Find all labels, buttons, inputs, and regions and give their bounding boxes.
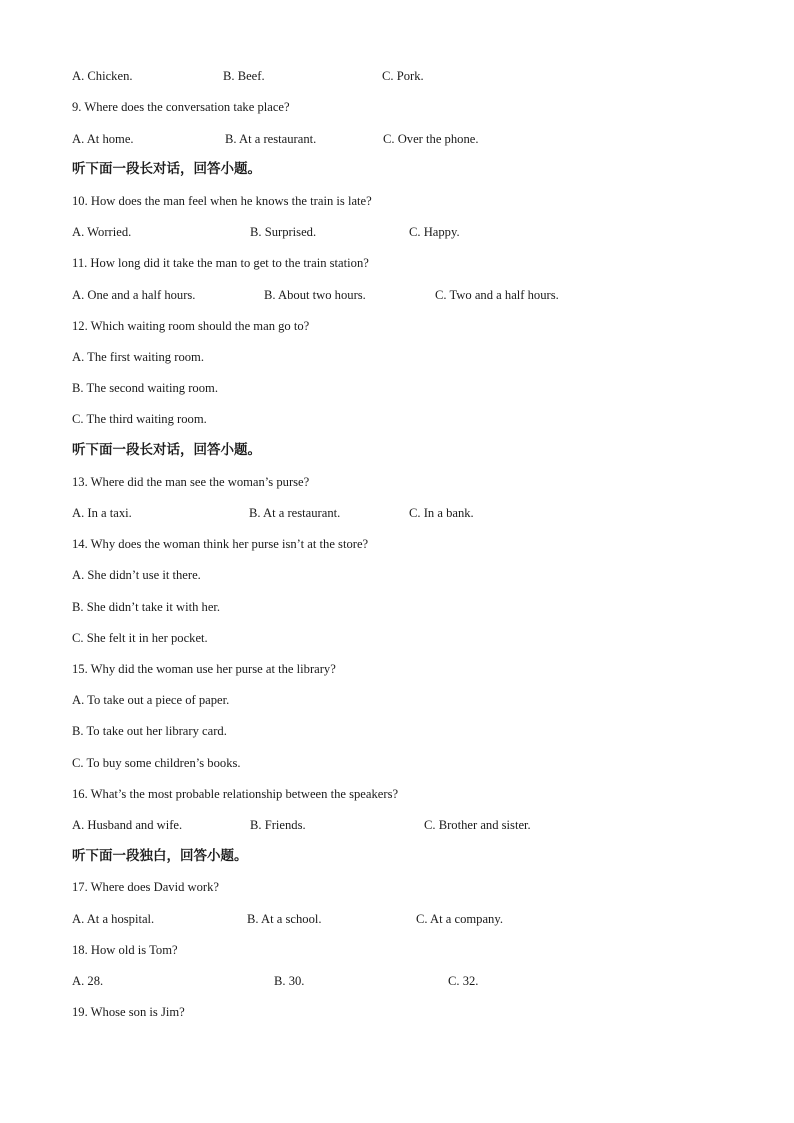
option-b: B. At a school. [247,912,322,926]
option-a: A. The first waiting room. [72,350,204,364]
option-b: B. Beef. [223,69,265,83]
option-b: B. Friends. [250,818,306,832]
option-c: C. In a bank. [409,506,474,520]
option-c: C. At a company. [416,912,503,926]
question-10: 10. How does the man feel when he knows the train is late? [72,194,372,208]
question-15: 15. Why did the woman use her purse at the library? [72,662,336,676]
option-b: B. About two hours. [264,288,366,302]
question-18: 18. How old is Tom? [72,943,178,957]
option-a: A. To take out a piece of paper. [72,693,230,707]
option-c: C. The third waiting room. [72,412,207,426]
option-b: B. Surprised. [250,225,317,239]
question-17: 17. Where does David work? [72,880,219,894]
option-c: C. To buy some children’s books. [72,756,241,770]
question-11: 11. How long did it take the man to get to the train station? [72,256,369,270]
section-heading: 听下面一段长对话，回答小题。 [72,442,261,458]
question-14: 14. Why does the woman think her purse isn’t at the store? [72,537,369,551]
question-13: 13. Where did the man see the woman’s purse? [72,475,310,489]
option-c: C. She felt it in her pocket. [72,631,208,645]
option-b: B. At a restaurant. [225,132,317,146]
option-b: B. 30. [274,974,305,988]
option-a: A. She didn’t use it there. [72,568,201,582]
option-b: B. To take out her library card. [72,724,227,738]
option-a: A. Husband and wife. [72,818,183,832]
section-heading: 听下面一段长对话，回答小题。 [72,161,261,177]
option-a: A. Chicken. [72,69,133,83]
question-9: 9. Where does the conversation take place? [72,100,290,114]
option-a: A. 28. [72,974,104,988]
option-c: C. 32. [448,974,479,988]
option-a: A. One and a half hours. [72,288,196,302]
option-c: C. Brother and sister. [424,818,531,832]
option-b: B. At a restaurant. [249,506,341,520]
option-a: A. In a taxi. [72,506,132,520]
question-19: 19. Whose son is Jim? [72,1005,185,1019]
option-c: C. Pork. [382,69,424,83]
option-c: C. Two and a half hours. [435,288,559,302]
question-16: 16. What’s the most probable relationship between the speakers? [72,787,399,801]
option-c: C. Happy. [409,225,460,239]
section-heading: 听下面一段独白，回答小题。 [72,848,248,864]
option-a: A. At home. [72,132,134,146]
option-a: A. Worried. [72,225,132,239]
question-12: 12. Which waiting room should the man go to? [72,319,310,333]
option-a: A. At a hospital. [72,912,155,926]
option-c: C. Over the phone. [383,132,479,146]
option-b: B. She didn’t take it with her. [72,600,221,614]
option-b: B. The second waiting room. [72,381,218,395]
